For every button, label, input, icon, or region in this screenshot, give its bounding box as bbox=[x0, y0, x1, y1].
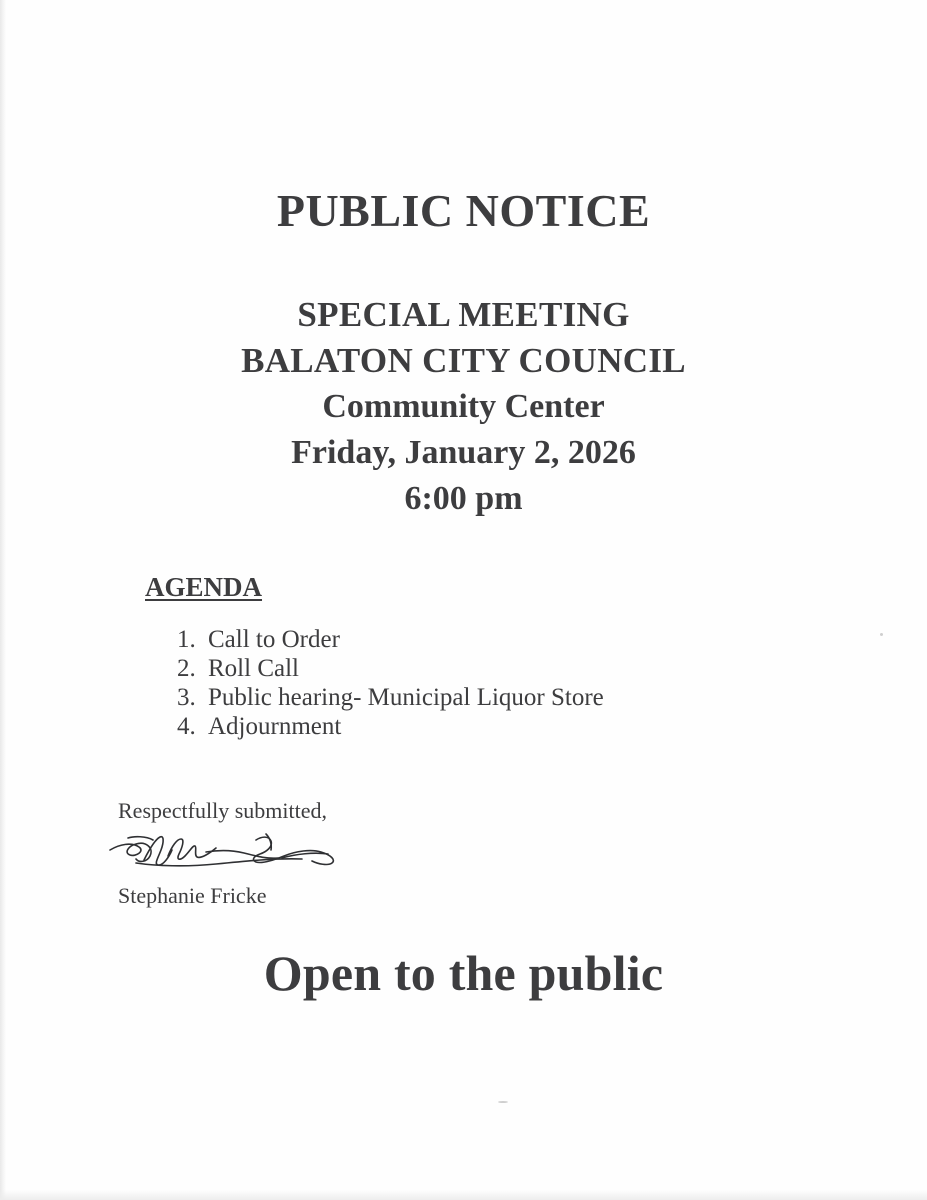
meeting-type: SPECIAL MEETING bbox=[297, 295, 630, 334]
meeting-venue: Community Center bbox=[322, 388, 605, 425]
list-item: 1. Call to Order bbox=[202, 626, 604, 654]
scan-speck bbox=[880, 633, 883, 636]
scan-edge-left bbox=[0, 0, 6, 1200]
list-item: 3. Public hearing- Municipal Liquor Store bbox=[202, 684, 604, 712]
meeting-time: 6:00 pm bbox=[404, 480, 523, 517]
scan-speck bbox=[498, 1101, 508, 1103]
closing-salutation: Respectfully submitted, bbox=[118, 798, 327, 823]
agenda-list bbox=[168, 626, 604, 742]
signer-name: Stephanie Fricke bbox=[118, 883, 267, 908]
scan-edge-bottom bbox=[0, 1190, 927, 1200]
list-item: 4. Adjournment bbox=[202, 713, 604, 741]
footer-note: Open to the public bbox=[263, 945, 664, 1001]
closing-block bbox=[118, 798, 356, 909]
agenda-heading: AGENDA bbox=[145, 572, 263, 602]
meeting-date: Friday, January 2, 2026 bbox=[291, 434, 636, 471]
meeting-body: BALATON CITY COUNCIL bbox=[241, 341, 686, 380]
handwritten-signature-icon bbox=[106, 830, 356, 876]
meeting-details bbox=[0, 292, 927, 522]
list-item: 2. Roll Call bbox=[202, 655, 604, 683]
page-title: PUBLIC NOTICE bbox=[276, 185, 651, 236]
